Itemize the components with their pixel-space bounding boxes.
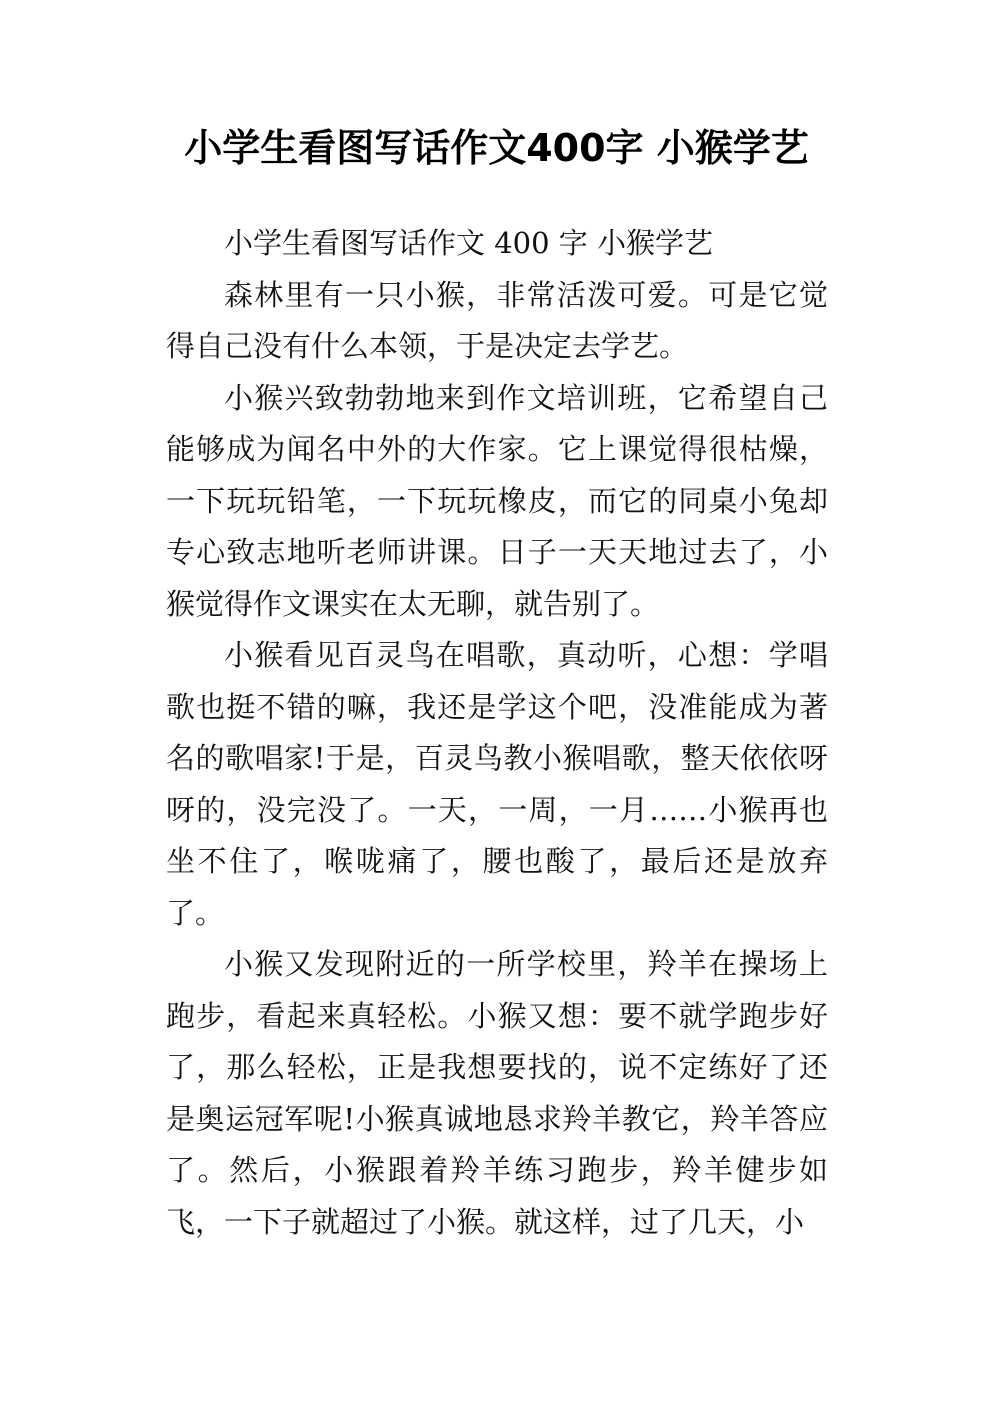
paragraph-heading: 小学生看图写话作文 400 字 小猴学艺: [224, 226, 714, 260]
paragraph: 小猴兴致勃勃地来到作文培训班，它希望自己能够成为闻名中外的大作家。它上课觉得很枯燥，一下玩玩铅笔，一下玩玩橡皮，而它的同桌小兔却专心致志地听老师讲课。日子一天天地过去了，小猴觉得作文课实在太无聊，就告别了。: [166, 380, 828, 621]
paragraph: 森林里有一只小猴，非常活泼可爱。可是它觉得自己没有什么本领，于是决定去学艺。: [166, 277, 828, 363]
document-body: [166, 218, 828, 1248]
document-title: 小学生看图写话作文400字 小猴学艺: [184, 126, 809, 170]
paragraph: 小猴又发现附近的一所学校里，羚羊在操场上跑步，看起来真轻松。小猴又想：要不就学跑步好了，那么轻松，正是我想要找的，说不定练好了还是奥运冠军呢!小猴真诚地恳求羚羊教它，羚羊答应了。然后，小猴跟着羚羊练习跑步，羚羊健步如飞，一下子就超过了小猴。就这样，过了几天，小: [166, 947, 828, 1239]
paragraph: 小猴看见百灵鸟在唱歌，真动听，心想：学唱歌也挺不错的嘛，我还是学这个吧，没准能成为著名的歌唱家!于是，百灵鸟教小猴唱歌，整天依依呀呀的，没完没了。一天，一周，一月……小猴再也坐不住了，喉咙痛了，腰也酸了，最后还是放弃了。: [166, 638, 828, 930]
